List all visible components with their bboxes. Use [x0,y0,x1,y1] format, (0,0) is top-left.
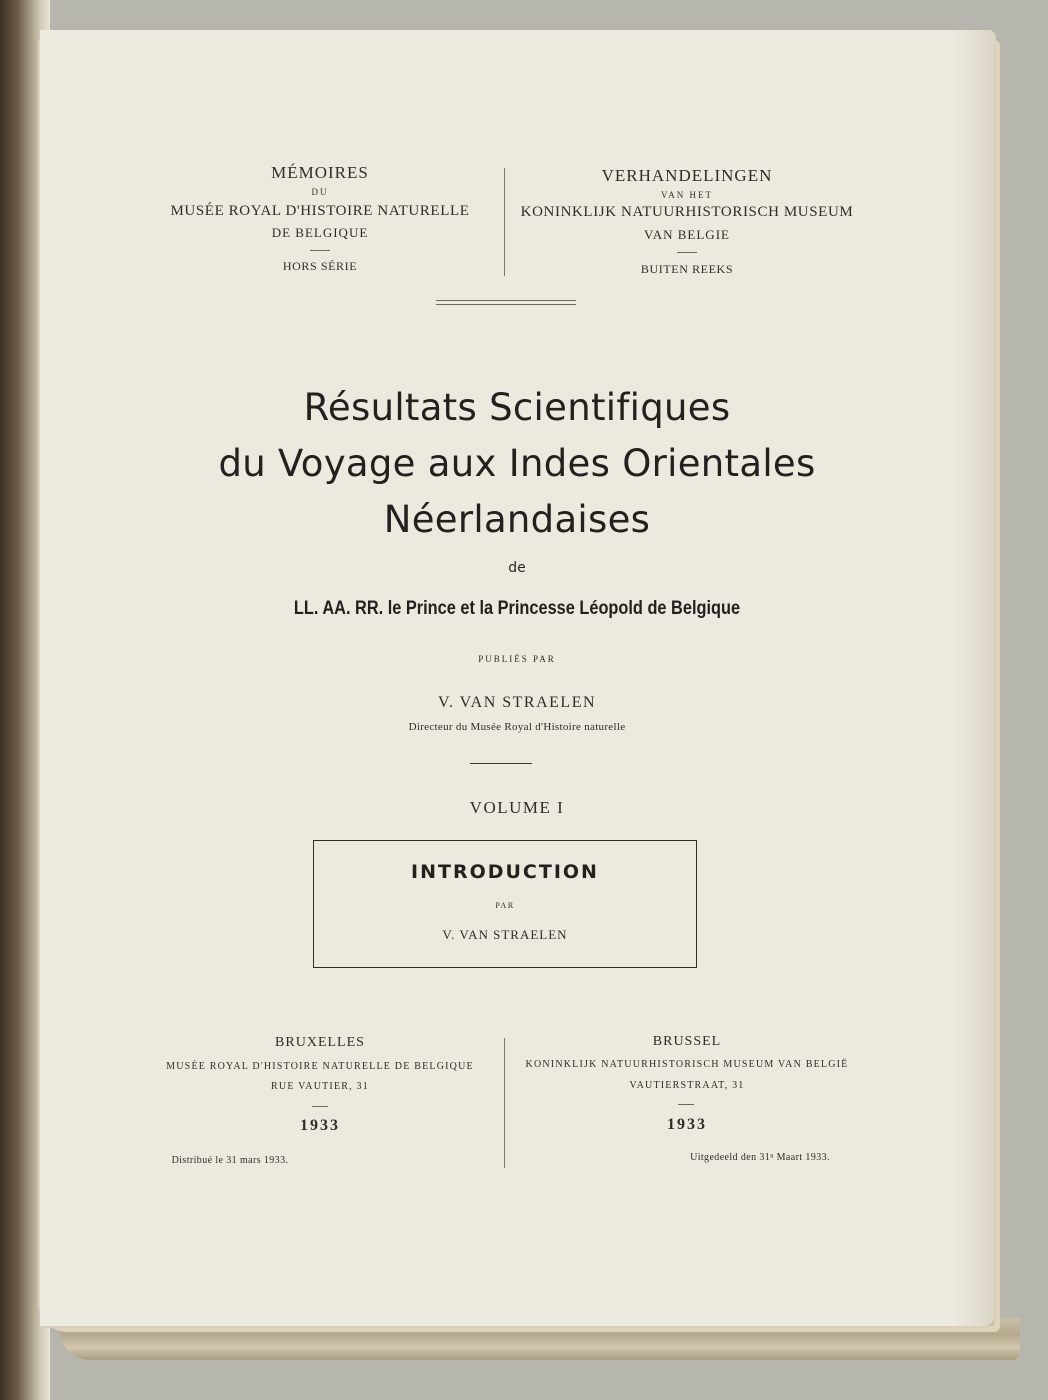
header-left-series: HORS SÉRIE [282,259,358,273]
header-right-dash [677,252,697,253]
header-right-institution: KONINKLIJK NATUURHISTORISCH MUSEUM [520,204,854,220]
volume-label: VOLUME I [469,798,565,817]
introduction-by: PAR [495,901,515,910]
header-left-institution: MUSÉE ROYAL D'HISTOIRE NATURELLE [170,203,470,219]
header-right-title: VERHANDELINGEN [601,166,773,185]
introduction-heading: INTRODUCTION [411,861,599,883]
header-divider [504,168,505,276]
title-line-2: du Voyage aux Indes Orientales [218,442,816,485]
patrons-line: LL. AA. RR. le Prince et la Princesse Léopold de Belgique [293,598,741,619]
footer-right-city: BRUSSEL [652,1034,722,1049]
header-left-of: DU [311,187,329,197]
title-line-3: Néerlandaises [383,498,651,541]
header-right-country: VAN BELGIE [644,227,730,242]
header-right-of: VAN HET [660,190,714,200]
header-left-dash [310,250,330,251]
title-page [40,30,994,1326]
section-rule [470,763,532,764]
footer-left-city: BRUXELLES [275,1035,365,1050]
introduction-box [313,840,697,968]
footer-divider [504,1038,505,1168]
introduction-author: V. VAN STRAELEN [442,927,568,942]
double-rule-bottom [436,304,576,305]
footer-right-publisher: KONINKLIJK NATUURHISTORISCH MUSEUM VAN BELGIË [525,1059,849,1070]
footer-left-address: RUE VAUTIER, 31 [271,1081,369,1092]
editor-name: V. VAN STRAELEN [437,694,597,711]
title-de: de [508,560,526,576]
footer-right-year: 1933 [667,1116,707,1133]
double-rule-top [436,300,576,301]
header-left-country: DE BELGIQUE [271,225,369,240]
editor-role: Directeur du Musée Royal d'Histoire naturelle [408,721,626,733]
footer-right-distributed: Uitgedeeld den 31ⁿ Maart 1933. [690,1152,830,1163]
header-right-series: BUITEN REEKS [640,262,734,276]
title-line-1: Résultats Scientifiques [303,386,731,429]
footer-right-address: VAUTIERSTRAAT, 31 [629,1080,745,1091]
footer-right-dash [678,1104,694,1105]
footer-left-distributed: Distribué le 31 mars 1933. [171,1155,289,1166]
footer-left-dash [312,1106,328,1107]
footer-left-publisher: MUSÉE ROYAL D'HISTOIRE NATURELLE DE BELGIQUE [166,1061,474,1072]
header-left-title: MÉMOIRES [271,163,369,182]
footer-left-year: 1933 [300,1117,340,1134]
published-by: PUBLIÉS PAR [478,654,556,664]
